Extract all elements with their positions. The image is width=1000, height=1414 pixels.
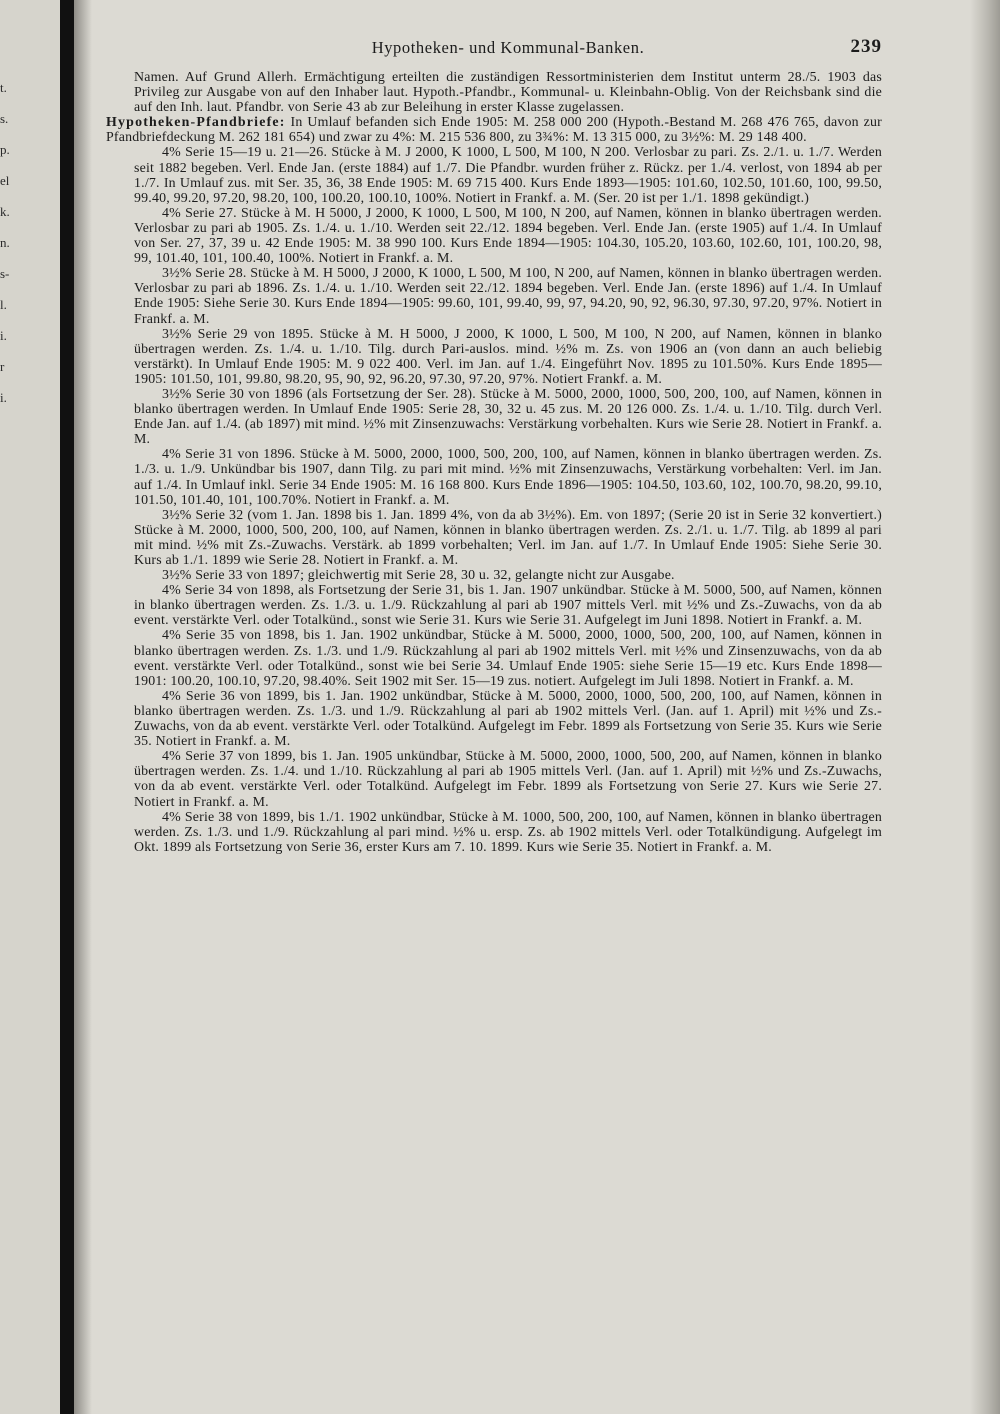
page-number: 239	[850, 36, 882, 57]
page-edge	[970, 0, 1000, 1414]
running-head	[134, 38, 882, 70]
paragraph-serie-27: 4% Serie 27. Stücke à M. H 5000, J 2000, K 1000, L 500, M 100, N 200, auf Namen, können in blanko übertragen werden. Verlosbar zu pari ab 1905. Zs. 1./4. u. 1./10. Werden seit 22./12. 1894 begeben. Verl. Ende Jan. (erste 1905) auf 1./4. In Umlauf von Ser. 27, 37, 39 u. 42 Ende 1905: M. 38 990 100. Kurs Ende 1894—1905: 104.30, 105.20, 103.60, 102.60, 101, 100.20, 98, 99, 101.40, 101, 100.40, 100%. Notiert in Frankf. a. M.	[134, 205, 882, 267]
page-title: Hypotheken- und Kommunal-Banken.	[371, 38, 645, 57]
paragraph-serie-38: 4% Serie 38 von 1899, bis 1./1. 1902 unkündbar, Stücke à M. 1000, 500, 200, 100, auf Namen, können in blanko übertragen werden. Zs. 1./3. und 1./9. Rückzahlung al pari mind. ½% u. ersp. Zs. ab 1902 mittels Verl. oder Totalkündigung. Aufgelegt im Okt. 1899 als Fortsetzung von Serie 36, erster Kurs am 7. 10. 1899. Kurs wie Serie 35. Notiert in Frankf. a. M.	[134, 809, 882, 855]
paragraph-pfandbriefe: Hypotheken-Pfandbriefe: In Umlauf befanden sich Ende 1905: M. 258 000 200 (Hypoth.-Bestand M. 268 476 765, davon zur Pfandbriefdeckung M. 262 181 654) und zwar zu 4%: M. 215 536 800, zu 3¾%: M. 13 315 000, zu 3½%: M. 29 148 400.	[106, 115, 882, 146]
section-heading: Hypotheken-Pfandbriefe:	[106, 115, 286, 131]
paragraph-serie-15: 4% Serie 15—19 u. 21—26. Stücke à M. J 2000, K 1000, L 500, M 100, N 200. Verlosbar zu pari. Zs. 2./1. u. 1./7. Werden seit 1882 begeben. Verl. Ende Jan. (erste 1884) auf 1./7. Die Pfandbr. wurden früher z. Rückz. per 1./4. verlost, von 1894 ab per 1./7. In Umlauf zus. mit Ser. 35, 36, 38 Ende 1905: M. 69 715 400. Kurs Ende 1893—1905: 101.60, 102.50, 101.60, 100, 99.50, 99.40, 99.20, 97.20, 98.20, 100, 100.20, 100.10, 100%. Notiert in Frankf. a. M. (Ser. 20 ist per 1./1. 1898 gekündigt.)	[134, 145, 882, 206]
facing-page-letters: t. s. p. el k. n. s- l. i. r i.	[0, 80, 10, 405]
document-page	[106, 36, 882, 855]
body-text	[106, 70, 882, 855]
paragraph-serie-34: 4% Serie 34 von 1898, als Fortsetzung der Serie 31, bis 1. Jan. 1907 unkündbar. Stücke à M. 5000, 500, auf Namen, können in blanko übertragen werden. Zs. 1./3. u. 1./9. Rückzahlung al pari ab 1907 mittels Verl. mit ½% und Zs.-Zuwachs, von da ab event. verstärkte Verl. oder Totalkünd., sonst wie Serie 31. Kurs wie Serie 31. Aufgelegt im Juni 1898. Notiert in Frankf. a. M.	[134, 583, 882, 629]
paragraph-intro: Namen. Auf Grund Allerh. Ermächtigung erteilten die zuständigen Ressortministerien dem Institut unterm 28./5. 1903 das Privileg zur Ausgabe von auf den Inhaber laut. Hypoth.-Pfandbr., Kommunal- u. Kleinbahn-Oblig. Von der Reichsbank sind die auf den Inh. laut. Pfandbr. von Serie 43 ab zur Beleihung in erster Klasse zugelassen.	[134, 70, 882, 116]
paragraph-serie-29: 3½% Serie 29 von 1895. Stücke à M. H 5000, J 2000, K 1000, L 500, M 100, N 200, auf Namen, können in blanko übertragen werden. Zs. 1./4. u. 1./10. Tilg. durch Pari-auslos. mind. ½% m. Zs. von 1906 an (von dann an auch beliebig verstärkt). In Umlauf Ende 1905: M. 9 022 400. Verl. im Jan. auf 1./4. Eingeführt Nov. 1895 zu 101.50%. Kurs Ende 1895—1905: 101.50, 101, 99.80, 98.20, 95, 90, 92, 96.20, 97.30, 97.20, 97%. Notiert Frankf. a. M.	[134, 326, 882, 387]
paragraph-serie-37: 4% Serie 37 von 1899, bis 1. Jan. 1905 unkündbar, Stücke à M. 5000, 2000, 1000, 500, 200, auf Namen, können in blanko übertragen werden. Zs. 1./4. und 1./10. Rückzahlung al pari ab 1905 mittels Verl. (Jan. auf 1. April) mit ½% und Zs.-Zuwachs, von da ab event. verstärkte Verl. oder Totalkünd. Aufgelegt im Febr. 1899 als Fortsetzung von Serie 27. Kurs wie Serie 27. Notiert in Frankf. a. M.	[134, 749, 882, 810]
book-spine	[60, 0, 74, 1414]
paragraph-serie-28: 3½% Serie 28. Stücke à M. H 5000, J 2000, K 1000, L 500, M 100, N 200, auf Namen, können in blanko übertragen werden. Verlosbar zu pari ab 1896. Zs. 1./4. u. 1./10. Werden seit 22./12. 1894 begeben. Verl. Ende Jan. (erste 1896) auf 1./4. In Umlauf Ende 1905: Siehe Serie 30. Kurs Ende 1894—1905: 99.60, 101, 99.40, 99, 97, 94.20, 90, 92, 96.30, 97.30, 97.20, 97%. Notiert in Frankf. a. M.	[134, 266, 882, 327]
paragraph-serie-31: 4% Serie 31 von 1896. Stücke à M. 5000, 2000, 1000, 500, 200, 100, auf Namen, können in blanko übertragen werden. Zs. 1./3. u. 1./9. Unkündbar bis 1907, dann Tilg. zu pari mit mind. ½% mit Zinsenzuwachs, Verstärkung vorbehalten: Verl. im Jan. auf 1./4. In Umlauf inkl. Serie 34 Ende 1905: M. 16 168 800. Kurs Ende 1896—1905: 104.50, 103.60, 102, 100.70, 98.20, 99.10, 101.50, 101.40, 101, 100.70%. Notiert in Frankf. a. M.	[134, 447, 882, 508]
paragraph-serie-30: 3½% Serie 30 von 1896 (als Fortsetzung der Ser. 28). Stücke à M. 5000, 2000, 1000, 500, 200, 100, auf Namen, können in blanko übertragen werden. In Umlauf Ende 1905: Serie 28, 30, 32 u. 45 zus. M. 20 126 000. Zs. 1./4. u. 1./10. Tilg. durch Verl. Ende Jan. auf 1./4. (ab 1897) mit mind. ½% mit Zinsenzuwachs: Verstärkung vorbehalten. Kurs wie Serie 28. Notiert in Frankf. a. M.	[134, 386, 882, 448]
gutter-shadow	[74, 0, 92, 1414]
paragraph-serie-36: 4% Serie 36 von 1899, bis 1. Jan. 1902 unkündbar, Stücke à M. 5000, 2000, 1000, 500, 200, 100, auf Namen, können in blanko übertragen werden. Zs. 1./3. und 1./9. Rückzahlung al pari ab 1902 mittels Verl. (Jan. auf 1. April) mit ½% und Zs.-Zuwachs, von da ab event. verstärkte Verl. oder Totalkünd. Aufgelegt im Febr. 1899 als Fortsetzung von Serie 35. Kurs wie Serie 35. Notiert in Frankf. a. M.	[134, 688, 882, 750]
paragraph-serie-32: 3½% Serie 32 (vom 1. Jan. 1898 bis 1. Jan. 1899 4%, von da ab 3½%). Em. von 1897; (Serie 20 ist in Serie 32 konvertiert.) Stücke à M. 2000, 1000, 500, 200, 100, auf Namen, können in blanko übertragen werden. Zs. 2./1. u. 1./7. Tilg. ab 1899 al pari mit mind. ½% mit Zs.-Zuwachs. Verstärk. ab 1899 vorbehalten; Verl. im Jan. auf 1./7. In Umlauf Ende 1905: Siehe Serie 30. Kurs ab 1./1. 1899 wie Serie 28. Notiert in Frankf. a. M.	[134, 507, 882, 568]
paragraph-serie-35: 4% Serie 35 von 1898, bis 1. Jan. 1902 unkündbar, Stücke à M. 5000, 2000, 1000, 500, 200, 100, auf Namen, können in blanko übertragen werden. Zs. 1./3. und 1./9. Rückzahlung al pari ab 1902 mittels Verl. mit ½% und Zinsenzuwachs, von da ab event. verstärkte Verl. oder Totalkünd., sonst wie bei Serie 34. Umlauf Ende 1905: siehe Serie 15—19 etc. Kurs Ende 1898—1901: 100.20, 100.10, 97.20, 98.40%. Seit 1902 mit Ser. 15—19 zus. notiert. Aufgelegt im Juli 1898. Notiert in Frankf. a. M.	[134, 628, 882, 689]
paragraph-serie-33: 3½% Serie 33 von 1897; gleichwertig mit Serie 28, 30 u. 32, gelangte nicht zur Ausgabe.	[162, 568, 675, 584]
